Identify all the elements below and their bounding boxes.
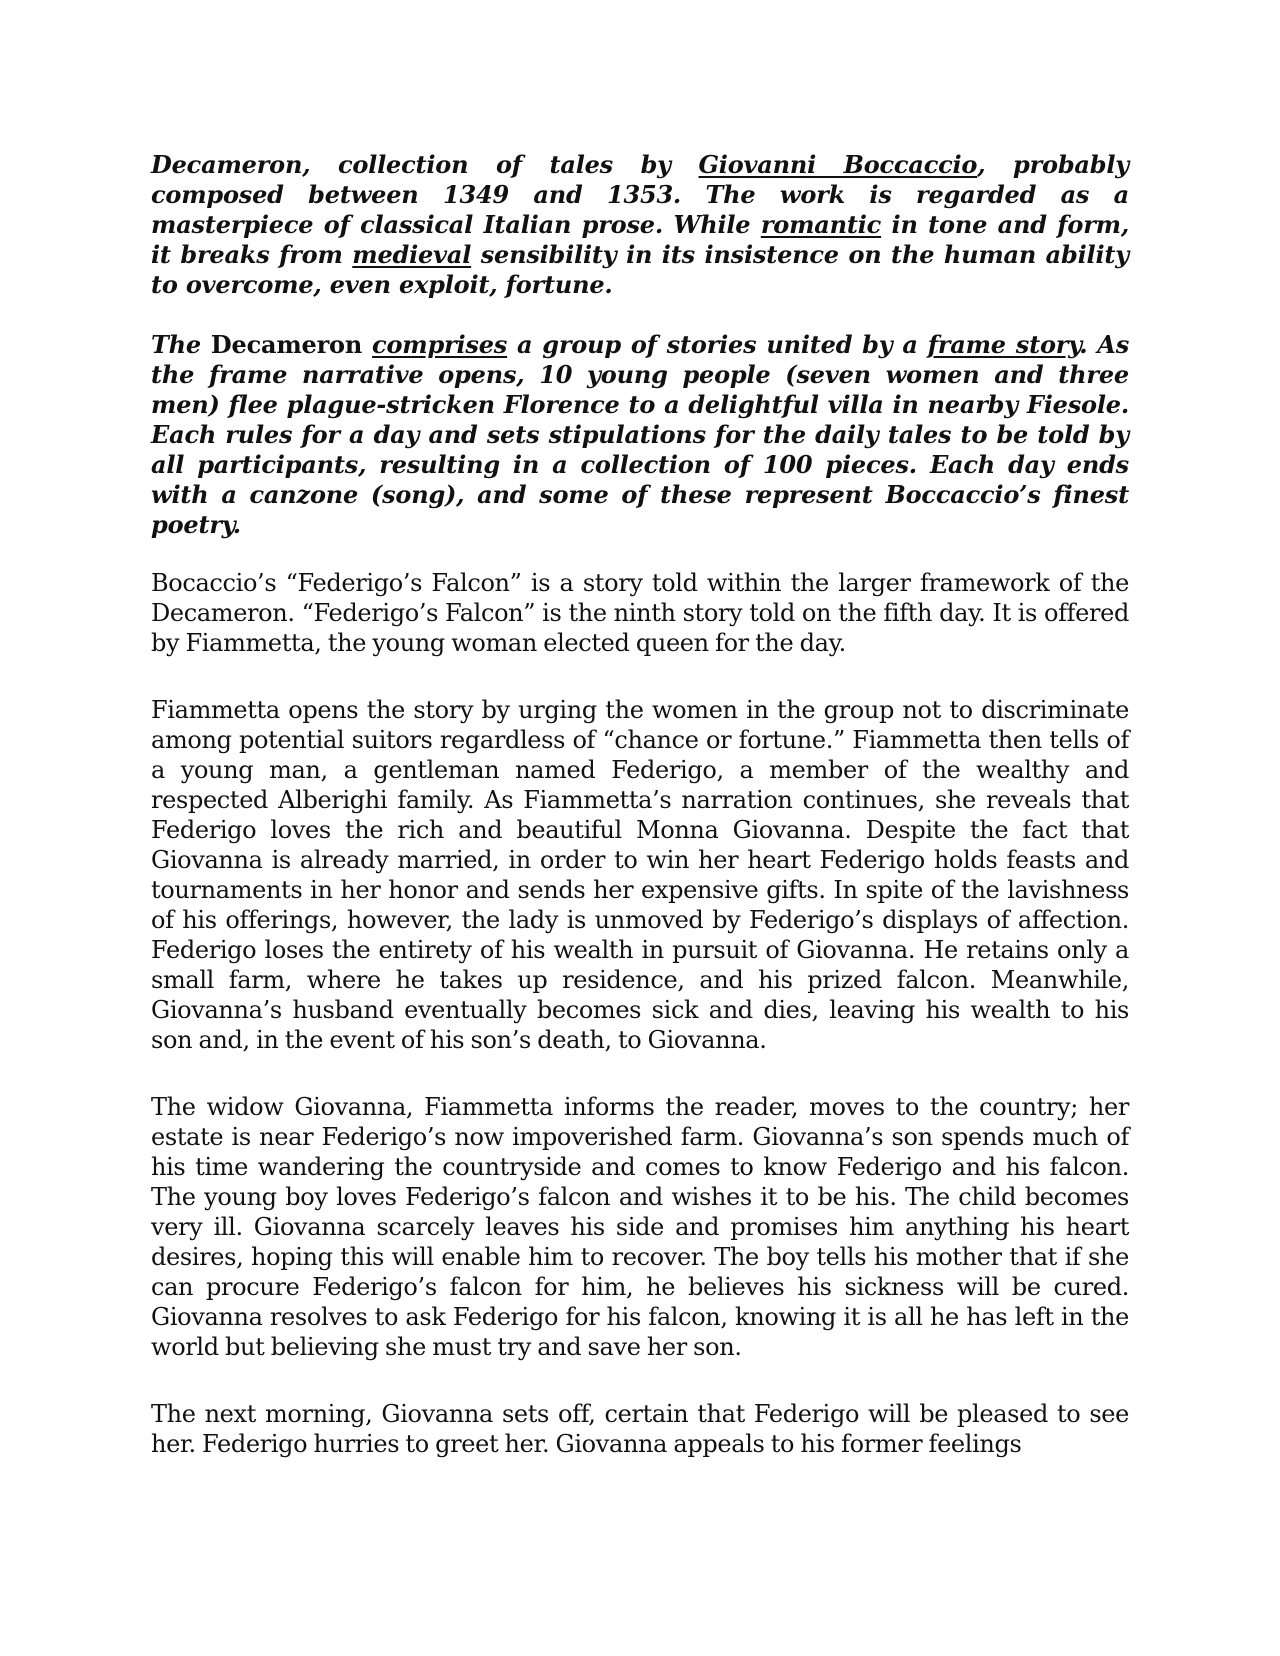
decameron-title: Decameron [210, 330, 363, 359]
intro-text-3: in tone and form, it breaks from [151, 210, 1129, 269]
link-medieval[interactable]: medieval [352, 240, 472, 269]
document-page [151, 150, 1129, 1459]
frame-text-2 [362, 330, 372, 359]
link-romantic[interactable]: romantic [760, 210, 882, 239]
body-paragraph-next-morning: The next morning, Giovanna sets off, certain that Federigo will be pleased to see her. Federigo hurries to greet her. Giovanna appeals to his former feelings [151, 1400, 1129, 1458]
intro-text-1: Decameron, collection of tales by [151, 150, 699, 179]
body-paragraph-widow: The widow Giovanna, Fiammetta informs the reader, moves to the country; her estate is near Federigo’s now impoverished farm. Giovanna’s son spends much of his time wandering the countryside and comes to know Federigo and his falcon. The young boy loves Federigo’s falcon and wishes it to be his. The child becomes very ill. Giovanna scarcely leaves his side and promises him anything his heart desires, hoping this will enable him to recover. The boy tells his mother that if she can procure Federigo’s falcon for him, he believes his sickness will be cured. Giovanna resolves to ask Federigo for his falcon, knowing it is all he has left in the world but believing she must try and save her son. [151, 1093, 1129, 1361]
frame-story-paragraph [151, 330, 1129, 540]
intro-paragraph [151, 150, 1129, 300]
intro-text-2: , probably composed between 1349 and 1353. The work is regarded as a masterpiece of classical Italian prose. While [151, 150, 1130, 239]
link-frame-story[interactable]: frame story [927, 330, 1080, 359]
body-paragraph-falcon-context: Bocaccio’s “Federigo’s Falcon” is a story told within the larger framework of the Decameron. “Federigo’s Falcon” is the ninth story told on the fifth day. It is offered by Fiammetta, the young woman elected queen for the day. [151, 569, 1129, 657]
intro-text-4: sensibility in its insistence on the human ability to overcome, even exploit, fortune. [151, 240, 1129, 299]
frame-text-4: . As the frame narrative opens, 10 young people (seven women and three men) flee plague-stricken Florence to a delightful villa in nearby Fiesole. Each rules for a day and sets stipulations for the daily tales to be told by all participants, resulting in a collection of 100 pieces. Each day ends with a canzone (song), and some of these represent Boccaccio’s finest poetry. [151, 330, 1130, 539]
link-comprises[interactable]: comprises [372, 330, 508, 359]
frame-text-1: The [151, 330, 211, 359]
body-paragraph-fiammetta: Fiammetta opens the story by urging the women in the group not to discriminate among potential suitors regardless of “chance or fortune.” Fiammetta then tells of a young man, a gentleman named Federigo, a member of the wealthy and respected Alberighi family. As Fiammetta’s narration continues, she reveals that Federigo loves the rich and beautiful Monna Giovanna. Despite the fact that Giovanna is already married, in order to win her heart Federigo holds feasts and tournaments in her honor and sends her expensive gifts. In spite of the lavishness of his offerings, however, the lady is unmoved by Federigo’s displays of affection. Federigo loses the entirety of his wealth in pursuit of Giovanna. He retains only a small farm, where he takes up residence, and his prized falcon. Meanwhile, Giovanna’s husband eventually becomes sick and dies, leaving his wealth to his son and, in the event of his son’s death, to Giovanna. [151, 696, 1129, 1054]
frame-text-3: a group of stories united by a [507, 330, 928, 359]
link-giovanni-boccaccio[interactable]: Giovanni Boccaccio [698, 150, 978, 179]
